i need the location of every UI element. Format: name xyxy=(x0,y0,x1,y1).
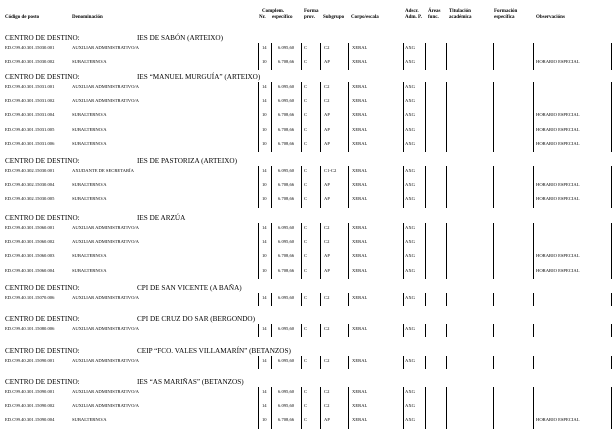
cell-code: ED.C99.40.101.15080.006 xyxy=(5,326,55,331)
column-separator xyxy=(446,293,447,306)
cell-nr: 14 xyxy=(262,225,267,230)
column-separator xyxy=(271,356,272,369)
cell-adscr: AXG xyxy=(405,196,415,202)
cell-subgrupo: AP xyxy=(324,267,330,273)
cell-complem: 6.708,66 xyxy=(278,126,295,132)
column-separator xyxy=(320,82,321,152)
column-separator xyxy=(493,166,494,208)
cell-corpo: XERAL xyxy=(352,389,368,394)
cell-forma: C xyxy=(304,225,308,230)
cell-adscr: AXG xyxy=(405,98,415,104)
cell-adscr: AXG xyxy=(405,168,415,173)
column-separator xyxy=(533,166,534,208)
column-separator xyxy=(320,324,321,337)
column-separator xyxy=(320,223,321,279)
destination-label: CENTRO DE DESTINO: xyxy=(5,157,80,165)
column-separator xyxy=(348,387,349,429)
cell-complem: 6.095,60 xyxy=(278,326,295,331)
cell-observacions: HORARIO ESPECIAL xyxy=(536,267,580,273)
column-separator xyxy=(301,166,302,208)
cell-corpo: XERAL xyxy=(352,295,368,300)
cell-nr: 14 xyxy=(262,45,267,50)
cell-denominacion: SUBALTERNO/A xyxy=(72,417,107,423)
cell-forma: C xyxy=(304,126,308,132)
cell-adscr: AXG xyxy=(405,84,415,89)
cell-denominacion: AUXILIAR ADMINISTRATIVO/A xyxy=(72,295,139,300)
column-separator xyxy=(301,43,302,70)
cell-denominacion: SUBALTERNO/A xyxy=(72,126,107,132)
cell-corpo: XERAL xyxy=(352,168,368,173)
cell-denominacion: AUXILIAR ADMINISTRATIVO/A xyxy=(72,45,139,50)
cell-denominacion: AUXILIAR ADMINISTRATIVO/A xyxy=(72,225,139,230)
column-separator xyxy=(258,82,259,152)
cell-nr: 14 xyxy=(262,168,267,173)
column-separator xyxy=(403,166,404,208)
column-separator xyxy=(348,293,349,306)
column-separator xyxy=(493,324,494,337)
column-separator xyxy=(425,356,426,369)
cell-code: ED.C99.40.301.15030.002 xyxy=(5,59,55,65)
cell-nr: 14 xyxy=(262,403,267,409)
destination-label: CENTRO DE DESTINO: xyxy=(5,214,80,222)
header-subgrupo: Subgrupo xyxy=(323,15,345,20)
cell-denominacion: SUBALTERNO/A xyxy=(72,267,107,273)
column-separator xyxy=(493,82,494,152)
cell-code: ED.C99.40.301.15031.004 xyxy=(5,112,55,118)
cell-adscr: AXG xyxy=(405,295,415,300)
destination-label: CENTRO DE DESTINO: xyxy=(5,378,80,386)
cell-adscr: AXG xyxy=(405,126,415,132)
cell-complem: 6.095,60 xyxy=(278,239,295,245)
cell-forma: C xyxy=(304,196,308,202)
column-separator xyxy=(493,223,494,279)
column-separator xyxy=(446,356,447,369)
cell-adscr: AXG xyxy=(405,253,415,259)
column-separator xyxy=(271,293,272,306)
column-separator xyxy=(533,356,534,369)
column-separator xyxy=(258,324,259,337)
cell-nr: 14 xyxy=(262,239,267,245)
cell-forma: C xyxy=(304,358,308,363)
cell-observacions: HORARIO ESPECIAL xyxy=(536,196,580,202)
column-separator xyxy=(611,223,612,279)
column-separator xyxy=(301,293,302,306)
cell-denominacion: AUXILIAR ADMINISTRATIVO/A xyxy=(72,403,139,409)
cell-adscr: AXG xyxy=(405,45,415,50)
cell-denominacion: AXUDANTE DE SECRETARÍA xyxy=(72,168,134,173)
cell-code: ED.C99.40.302.15030.001 xyxy=(5,168,55,173)
cell-adscr: AXG xyxy=(405,358,415,363)
cell-corpo: XERAL xyxy=(352,112,368,118)
column-separator xyxy=(258,293,259,306)
cell-observacions: HORARIO ESPECIAL xyxy=(536,112,580,118)
header-titulacion-top: Titulación xyxy=(449,9,471,14)
column-separator xyxy=(425,43,426,70)
column-separator xyxy=(446,166,447,208)
column-separator xyxy=(271,43,272,70)
cell-corpo: XERAL xyxy=(352,239,368,245)
column-separator xyxy=(533,43,534,70)
cell-observacions: HORARIO ESPECIAL xyxy=(536,182,580,188)
column-separator xyxy=(348,43,349,70)
column-separator xyxy=(425,223,426,279)
cell-code: ED.C99.40.301.15030.001 xyxy=(5,45,55,50)
cell-nr: 10 xyxy=(262,140,267,146)
cell-complem: 6.095,60 xyxy=(278,84,295,89)
column-separator xyxy=(320,387,321,429)
cell-forma: C xyxy=(304,253,308,259)
cell-forma: C xyxy=(304,295,308,300)
column-separator xyxy=(493,43,494,70)
cell-denominacion: AUXILIAR ADMINISTRATIVO/A xyxy=(72,239,139,245)
cell-code: ED.C99.40.301.15090.002 xyxy=(5,403,55,409)
column-separator xyxy=(425,293,426,306)
cell-code: ED.C99.40.301.15031.005 xyxy=(5,126,55,132)
column-separator xyxy=(446,324,447,337)
cell-nr: 10 xyxy=(262,126,267,132)
column-separator xyxy=(271,166,272,208)
cell-corpo: XERAL xyxy=(352,417,368,423)
column-separator xyxy=(301,223,302,279)
destination-label: CENTRO DE DESTINO: xyxy=(5,347,80,355)
column-separator xyxy=(446,82,447,152)
column-separator xyxy=(301,324,302,337)
cell-complem: 6.095,60 xyxy=(278,403,295,409)
destination-label: CENTRO DE DESTINO: xyxy=(5,73,80,81)
cell-complem: 6.095,60 xyxy=(278,225,295,230)
column-separator xyxy=(258,43,259,70)
column-separator xyxy=(271,223,272,279)
cell-corpo: XERAL xyxy=(352,267,368,273)
column-separator xyxy=(271,324,272,337)
column-separator xyxy=(533,293,534,306)
header-code: Código de posto xyxy=(5,15,40,20)
cell-corpo: XERAL xyxy=(352,326,368,331)
cell-subgrupo: C2 xyxy=(324,98,330,104)
cell-complem: 6.708,66 xyxy=(278,182,295,188)
destination-name: IES “AS MARIÑAS” (BETANZOS) xyxy=(137,378,244,386)
cell-adscr: AXG xyxy=(405,140,415,146)
destination-name: CPI DE SAN VICENTE (A BAÑA) xyxy=(137,284,242,292)
cell-nr: 14 xyxy=(262,98,267,104)
destination-name: IES DE SABÓN (ARTEIXO) xyxy=(137,34,224,42)
cell-code: ED.C99.40.301.15060.002 xyxy=(5,239,55,245)
cell-corpo: XERAL xyxy=(352,140,368,146)
cell-complem: 6.708,66 xyxy=(278,59,295,65)
cell-code: ED.C99.40.302.15030.004 xyxy=(5,182,55,188)
cell-code: ED.C99.40.301.15090.004 xyxy=(5,417,55,423)
cell-nr: 10 xyxy=(262,417,267,423)
cell-code: ED.C99.40.301.15031.006 xyxy=(5,140,55,146)
destination-name: IES DE ARZÚA xyxy=(137,214,186,222)
cell-forma: C xyxy=(304,239,308,245)
column-separator xyxy=(348,223,349,279)
cell-observacions: HORARIO ESPECIAL xyxy=(536,417,580,423)
cell-denominacion: SUBALTERNO/A xyxy=(72,59,107,65)
column-separator xyxy=(348,166,349,208)
cell-nr: 10 xyxy=(262,267,267,273)
column-separator xyxy=(425,387,426,429)
cell-adscr: AXG xyxy=(405,267,415,273)
column-separator xyxy=(320,166,321,208)
column-separator xyxy=(301,387,302,429)
header-areas-top: Áreas xyxy=(428,9,441,14)
column-separator xyxy=(271,82,272,152)
header-complem: específico xyxy=(272,15,293,20)
cell-nr: 14 xyxy=(262,84,267,89)
column-separator xyxy=(320,356,321,369)
cell-forma: C xyxy=(304,182,308,188)
column-separator xyxy=(301,356,302,369)
cell-code: ED.C99.40.301.15031.001 xyxy=(5,84,55,89)
cell-denominacion: SUBALTERNO/A xyxy=(72,253,107,259)
cell-complem: 6.095,60 xyxy=(278,168,295,173)
cell-complem: 6.708,66 xyxy=(278,196,295,202)
cell-corpo: XERAL xyxy=(352,253,368,259)
column-separator xyxy=(271,387,272,429)
column-separator xyxy=(611,387,612,429)
cell-code: ED.C99.40.301.15090.001 xyxy=(5,389,55,394)
cell-complem: 6.095,60 xyxy=(278,358,295,363)
column-separator xyxy=(348,324,349,337)
cell-denominacion: AUXILIAR ADMINISTRATIVO/A xyxy=(72,326,139,331)
header-adscr-top: Adscr. xyxy=(405,9,419,14)
cell-forma: C xyxy=(304,389,308,394)
cell-forma: C xyxy=(304,112,308,118)
cell-forma: C xyxy=(304,84,308,89)
column-separator xyxy=(425,324,426,337)
column-separator xyxy=(446,223,447,279)
column-separator xyxy=(320,293,321,306)
column-separator xyxy=(533,82,534,152)
cell-subgrupo: C2 xyxy=(324,358,330,363)
column-separator xyxy=(493,293,494,306)
header-corpo: Corpo/escala xyxy=(351,15,379,20)
column-separator xyxy=(348,82,349,152)
cell-denominacion: AUXILIAR ADMINISTRATIVO/A xyxy=(72,98,139,104)
cell-code: ED.C99.40.101.15070.006 xyxy=(5,295,55,300)
header-formacion: específica xyxy=(494,15,515,20)
cell-nr: 10 xyxy=(262,253,267,259)
cell-corpo: XERAL xyxy=(352,59,368,65)
column-separator xyxy=(425,166,426,208)
header-adscr: Adm. P. xyxy=(405,15,422,20)
cell-corpo: XERAL xyxy=(352,403,368,409)
cell-nr: 14 xyxy=(262,295,267,300)
cell-forma: C xyxy=(304,45,308,50)
column-separator xyxy=(611,324,612,337)
destination-label: CENTRO DE DESTINO: xyxy=(5,284,80,292)
cell-complem: 6.708,66 xyxy=(278,417,295,423)
cell-denominacion: SUBALTERNO/A xyxy=(72,140,107,146)
cell-denominacion: AUXILIAR ADMINISTRATIVO/A xyxy=(72,358,139,363)
cell-forma: C xyxy=(304,417,308,423)
cell-code: ED.C99.40.201.15090.001 xyxy=(5,358,55,363)
cell-forma: C xyxy=(304,168,308,173)
cell-subgrupo: AP xyxy=(324,112,330,118)
destination-name: CEIP “FCO. VALES VILLAMARÍN” (BETANZOS) xyxy=(137,347,291,355)
cell-denominacion: SUBALTERNO/A xyxy=(72,182,107,188)
column-separator xyxy=(533,324,534,337)
destination-name: CPI DE CRUZ DO SAR (BERGONDO) xyxy=(137,315,256,323)
column-separator xyxy=(611,293,612,306)
cell-subgrupo: C2 xyxy=(324,45,330,50)
cell-adscr: AXG xyxy=(405,239,415,245)
column-separator xyxy=(403,324,404,337)
cell-subgrupo: AP xyxy=(324,182,330,188)
cell-complem: 6.708,66 xyxy=(278,253,295,259)
column-separator xyxy=(611,43,612,70)
cell-complem: 6.708,66 xyxy=(278,112,295,118)
cell-complem: 6.095,60 xyxy=(278,45,295,50)
cell-nr: 10 xyxy=(262,182,267,188)
cell-adscr: AXG xyxy=(405,403,415,409)
cell-subgrupo: C2 xyxy=(324,225,330,230)
cell-code: ED.C99.40.301.15060.003 xyxy=(5,253,55,259)
cell-subgrupo: AP xyxy=(324,196,330,202)
destination-label: CENTRO DE DESTINO: xyxy=(5,315,80,323)
cell-nr: 14 xyxy=(262,389,267,394)
cell-adscr: AXG xyxy=(405,326,415,331)
cell-subgrupo: C1-C2 xyxy=(324,168,337,173)
header-titulacion: académica xyxy=(449,15,472,20)
destination-name: IES DE PASTORIZA (ARTEIXO) xyxy=(137,157,237,165)
cell-adscr: AXG xyxy=(405,59,415,65)
column-separator xyxy=(258,223,259,279)
cell-forma: C xyxy=(304,98,308,104)
cell-observacions: HORARIO ESPECIAL xyxy=(536,253,580,259)
cell-subgrupo: AP xyxy=(324,59,330,65)
header-formacion-top: Formación xyxy=(494,9,518,14)
column-separator xyxy=(611,356,612,369)
column-separator xyxy=(403,293,404,306)
cell-denominacion: SUBALTERNO/A xyxy=(72,196,107,202)
cell-corpo: XERAL xyxy=(352,225,368,230)
cell-observacions: HORARIO ESPECIAL xyxy=(536,140,580,146)
cell-subgrupo: C2 xyxy=(324,239,330,245)
header-denominacion: Denominación xyxy=(72,15,103,20)
cell-corpo: XERAL xyxy=(352,182,368,188)
column-separator xyxy=(348,356,349,369)
column-separator xyxy=(403,223,404,279)
cell-corpo: XERAL xyxy=(352,45,368,50)
cell-adscr: AXG xyxy=(405,389,415,394)
cell-observacions: HORARIO ESPECIAL xyxy=(536,126,580,132)
header-forma: prov. xyxy=(304,15,315,20)
cell-subgrupo: C2 xyxy=(324,403,330,409)
column-separator xyxy=(403,356,404,369)
cell-subgrupo: C2 xyxy=(324,326,330,331)
cell-forma: C xyxy=(304,403,308,409)
column-separator xyxy=(493,356,494,369)
cell-code: ED.C99.40.301.15060.004 xyxy=(5,267,55,273)
cell-complem: 6.095,60 xyxy=(278,295,295,300)
column-separator xyxy=(403,43,404,70)
header-nr: Nr. xyxy=(259,15,266,20)
header-complem-top: Complem. xyxy=(262,9,285,14)
column-separator xyxy=(611,166,612,208)
cell-corpo: XERAL xyxy=(352,196,368,202)
cell-subgrupo: AP xyxy=(324,417,330,423)
header-forma-top: Forma xyxy=(304,9,319,14)
cell-denominacion: SUBALTERNO/A xyxy=(72,112,107,118)
destination-label: CENTRO DE DESTINO: xyxy=(5,34,80,42)
cell-nr: 10 xyxy=(262,196,267,202)
cell-subgrupo: AP xyxy=(324,253,330,259)
column-separator xyxy=(258,387,259,429)
cell-nr: 10 xyxy=(262,59,267,65)
cell-forma: C xyxy=(304,326,308,331)
cell-corpo: XERAL xyxy=(352,98,368,104)
column-separator xyxy=(533,387,534,429)
column-separator xyxy=(493,387,494,429)
destination-name: IES “MANUEL MURGUÍA” (ARTEIXO) xyxy=(137,73,261,81)
cell-subgrupo: AP xyxy=(324,140,330,146)
cell-adscr: AXG xyxy=(405,417,415,423)
cell-adscr: AXG xyxy=(405,182,415,188)
column-separator xyxy=(533,223,534,279)
column-separator xyxy=(446,43,447,70)
cell-forma: C xyxy=(304,267,308,273)
column-separator xyxy=(258,356,259,369)
cell-adscr: AXG xyxy=(405,225,415,230)
header-areas: func. xyxy=(428,15,439,20)
cell-code: ED.C99.40.301.15060.001 xyxy=(5,225,55,230)
column-separator xyxy=(301,82,302,152)
cell-forma: C xyxy=(304,59,308,65)
cell-observacions: HORARIO ESPECIAL xyxy=(536,59,580,65)
cell-adscr: AXG xyxy=(405,112,415,118)
cell-complem: 6.095,60 xyxy=(278,389,295,394)
cell-subgrupo: C2 xyxy=(324,389,330,394)
cell-corpo: XERAL xyxy=(352,126,368,132)
column-separator xyxy=(258,166,259,208)
column-separator xyxy=(425,82,426,152)
cell-code: ED.C99.40.301.15031.002 xyxy=(5,98,55,104)
cell-denominacion: AUXILIAR ADMINISTRATIVO/A xyxy=(72,84,139,89)
column-separator xyxy=(611,82,612,152)
cell-subgrupo: AP xyxy=(324,126,330,132)
column-separator xyxy=(320,43,321,70)
cell-forma: C xyxy=(304,140,308,146)
cell-corpo: XERAL xyxy=(352,358,368,363)
column-separator xyxy=(403,82,404,152)
cell-code: ED.C99.40.302.15030.005 xyxy=(5,196,55,202)
header-observacions: Observacións xyxy=(536,15,565,20)
cell-subgrupo: C2 xyxy=(324,84,330,89)
cell-subgrupo: C2 xyxy=(324,295,330,300)
cell-nr: 14 xyxy=(262,358,267,363)
cell-corpo: XERAL xyxy=(352,84,368,89)
column-separator xyxy=(446,387,447,429)
cell-nr: 14 xyxy=(262,326,267,331)
column-separator xyxy=(403,387,404,429)
cell-complem: 6.095,60 xyxy=(278,98,295,104)
cell-nr: 10 xyxy=(262,112,267,118)
cell-denominacion: AUXILIAR ADMINISTRATIVO/A xyxy=(72,389,139,394)
cell-complem: 6.708,66 xyxy=(278,140,295,146)
cell-complem: 6.708,66 xyxy=(278,267,295,273)
